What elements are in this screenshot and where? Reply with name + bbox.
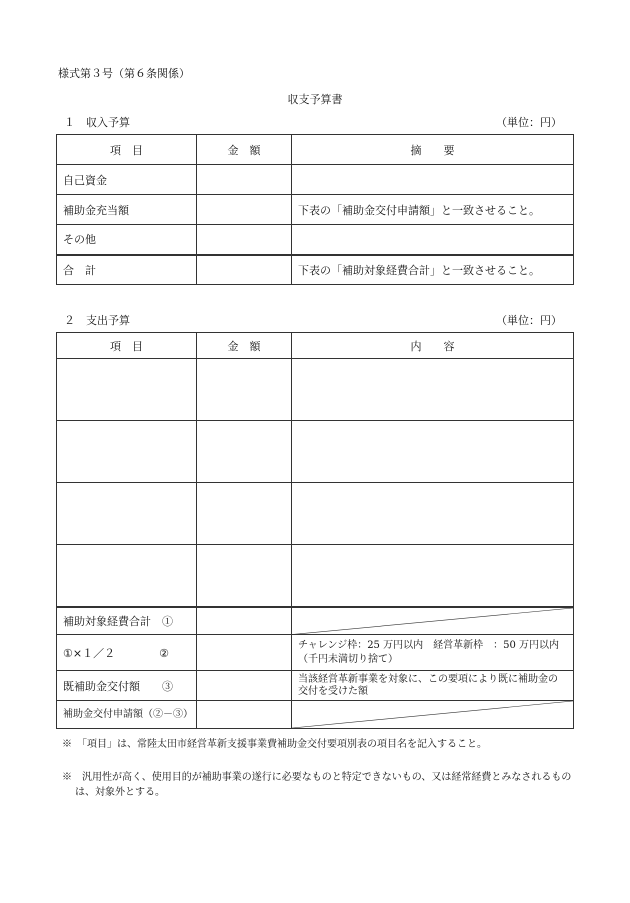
summary-label: 補助金交付申請額（②－③） (57, 701, 197, 729)
table-row (57, 483, 574, 545)
expense-header-row (57, 333, 574, 359)
summary-label: 既補助金交付額 ③ (57, 671, 197, 701)
summary-amount-cell[interactable] (197, 635, 292, 671)
expense-item-cell[interactable] (57, 483, 197, 545)
diagonal-cell (292, 607, 574, 635)
expense-table (56, 332, 574, 729)
half-amount-row (57, 635, 574, 671)
page-title: 収支予算書 (287, 93, 343, 106)
expense-heading: ２ 支出予算 (64, 314, 130, 327)
income-table (56, 134, 574, 285)
total-amount-cell[interactable] (197, 255, 292, 285)
income-header-row (57, 135, 574, 165)
expense-content-cell[interactable] (292, 421, 574, 483)
note-2: ※ 汎用性が高く、使用目的が補助事業の遂行に必要なものと特定できないもの、又は経常経費とみなされるものは、対象外とする。 (62, 772, 572, 798)
income-total-row (57, 255, 574, 285)
diagonal-cell (292, 701, 574, 729)
expense-content-cell[interactable] (292, 483, 574, 545)
table-row (57, 421, 574, 483)
total-label: 合 計 (57, 255, 197, 285)
subsidy-eligible-total-row (57, 607, 574, 635)
note-cell: 下表の「補助金交付申請額」と一致させること。 (292, 195, 574, 225)
table-row (57, 545, 574, 607)
col-note: 摘 要 (292, 135, 574, 165)
form-number: 様式第３号（第６条関係） (58, 67, 190, 80)
summary-label: 補助対象経費合計 ① (57, 607, 197, 635)
diagonal-line (292, 701, 573, 728)
expense-item-cell[interactable] (57, 359, 197, 421)
col-amount: 金 額 (197, 333, 292, 359)
summary-amount-cell[interactable] (197, 671, 292, 701)
prior-subsidy-row (57, 671, 574, 701)
amount-cell[interactable] (197, 195, 292, 225)
note-cell[interactable] (292, 165, 574, 195)
application-amount-row (57, 701, 574, 729)
summary-amount-cell[interactable] (197, 701, 292, 729)
table-row (57, 225, 574, 255)
income-heading: １ 収入予算 (64, 116, 130, 129)
summary-amount-cell[interactable] (197, 607, 292, 635)
col-amount: 金 額 (197, 135, 292, 165)
expense-unit: （単位：円） (496, 314, 562, 327)
row-item: その他 (57, 225, 197, 255)
expense-amount-cell[interactable] (197, 545, 292, 607)
expense-amount-cell[interactable] (197, 359, 292, 421)
table-row (57, 359, 574, 421)
note-1: ※ 「項目」は、常陸太田市経営革新支援事業費補助金交付要項別表の項目名を記入すること。 (62, 739, 487, 750)
row-item: 自己資金 (57, 165, 197, 195)
row-item: 補助金充当額 (57, 195, 197, 225)
table-row (57, 195, 574, 225)
prior-note-cell: 当該経営革新事業を対象に、この要項により既に補助金の交付を受けた額 (292, 671, 574, 701)
amount-cell[interactable] (197, 225, 292, 255)
limit-note-cell: チャレンジ枠：25 万円以内 経営革新枠 ：50 万円以内（千円未満切り捨て） (292, 635, 574, 671)
income-unit: （単位：円） (496, 116, 562, 129)
expense-amount-cell[interactable] (197, 483, 292, 545)
expense-content-cell[interactable] (292, 359, 574, 421)
diagonal-line (292, 608, 573, 635)
amount-cell[interactable] (197, 165, 292, 195)
expense-amount-cell[interactable] (197, 421, 292, 483)
col-item: 項 目 (57, 135, 197, 165)
expense-item-cell[interactable] (57, 421, 197, 483)
table-row (57, 165, 574, 195)
col-content: 内 容 (292, 333, 574, 359)
expense-item-cell[interactable] (57, 545, 197, 607)
summary-label: ①×１／２ ② (57, 635, 197, 671)
total-note-cell: 下表の「補助対象経費合計」と一致させること。 (292, 255, 574, 285)
note-cell[interactable] (292, 225, 574, 255)
col-item: 項 目 (57, 333, 197, 359)
expense-content-cell[interactable] (292, 545, 574, 607)
